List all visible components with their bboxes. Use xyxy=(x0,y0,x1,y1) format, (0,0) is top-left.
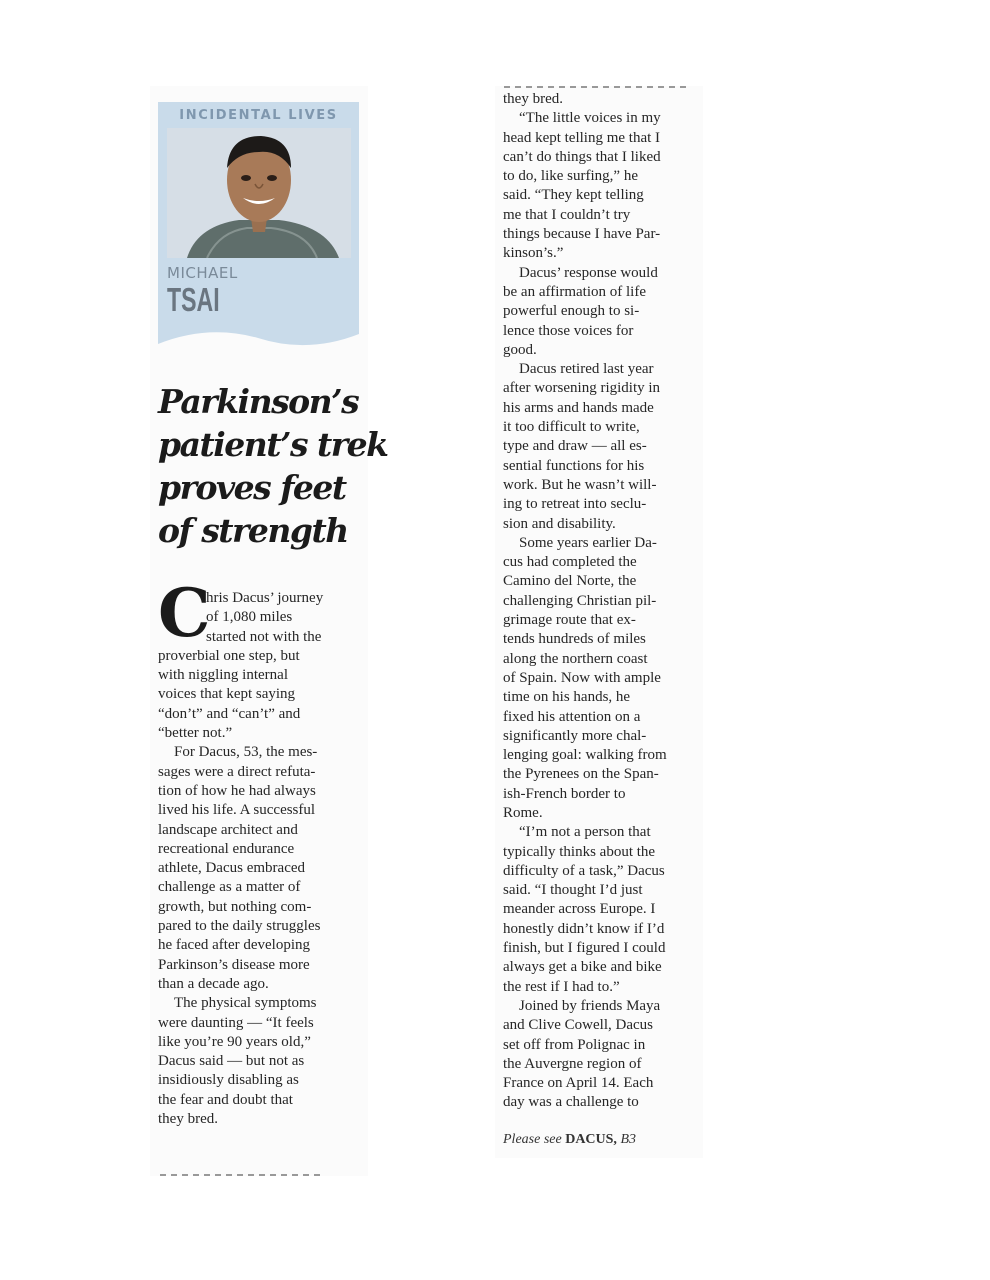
jump-slug: DACUS, xyxy=(565,1132,617,1147)
text-line: tends hundreds of miles xyxy=(503,631,646,648)
text-line: hris Dacus’ journey xyxy=(206,590,324,606)
text-line: voices that kept saying xyxy=(158,686,296,703)
text-line: lence those voices for xyxy=(503,322,634,339)
text-line: ing to retreat into seclu- xyxy=(503,496,647,513)
text-line: lived his life. A successful xyxy=(158,802,316,819)
text-line: pared to the daily struggles xyxy=(158,918,321,935)
text-line: can’t do things that I liked xyxy=(503,148,661,165)
jump-page: B3 xyxy=(620,1132,636,1147)
headline-line: of strength xyxy=(158,511,348,550)
text-line: good. xyxy=(503,341,537,358)
text-line: the rest if I had to.” xyxy=(503,978,620,995)
text-line: athlete, Dacus embraced xyxy=(158,860,306,877)
text-line: cus had completed the xyxy=(503,554,637,571)
text-line: growth, but nothing com- xyxy=(158,898,312,915)
column-header-box xyxy=(158,102,359,350)
text-line: said. “I thought I’d just xyxy=(503,882,643,899)
text-line: work. But he wasn’t will- xyxy=(503,476,657,493)
text-line: Dacus’ response would xyxy=(519,264,658,281)
text-line: “I’m not a person that xyxy=(519,824,651,841)
text-line: started not with the xyxy=(206,628,322,645)
text-line: challenging Christian pil- xyxy=(503,592,657,609)
text-line: sion and disability. xyxy=(503,515,616,532)
text-line: of Spain. Now with ample xyxy=(503,669,661,686)
text-line: be an affirmation of life xyxy=(503,283,646,300)
text-line: sages were a direct refuta- xyxy=(158,763,316,780)
text-line: insidiously disabling as xyxy=(158,1072,299,1089)
text-line: The physical symptoms xyxy=(174,995,317,1012)
text-line: to do, like surfing,” he xyxy=(503,168,638,185)
text-line: ish-French border to xyxy=(503,785,626,802)
text-line: and Clive Cowell, Dacus xyxy=(503,1017,653,1034)
text-line: typically thinks about the xyxy=(503,843,656,860)
text-line: Some years earlier Da- xyxy=(519,534,657,551)
cut-off-line xyxy=(504,86,690,88)
text-line: along the northern coast xyxy=(503,650,648,667)
text-line: after worsening rigidity in xyxy=(503,380,661,397)
text-line: challenge as a matter of xyxy=(158,879,301,896)
text-line: France on April 14. Each xyxy=(503,1075,654,1092)
text-line: they bred. xyxy=(158,1111,218,1128)
text-line: lenging goal: walking from xyxy=(503,747,667,764)
headline-line: proves feet xyxy=(158,468,346,507)
text-line: recreational endurance xyxy=(158,840,295,857)
text-line: honestly didn’t know if I’d xyxy=(503,920,665,937)
jump-prefix: Please see xyxy=(503,1132,562,1147)
text-line: Rome. xyxy=(503,804,543,821)
text-line: finish, but I figured I could xyxy=(503,940,666,957)
text-line: always get a bike and bike xyxy=(503,959,662,976)
text-line: Dacus said — but not as xyxy=(158,1053,305,1070)
author-last-name: TSAI xyxy=(167,281,220,318)
text-line: difficulty of a task,” Dacus xyxy=(503,862,665,879)
text-line: he faced after developing xyxy=(158,937,310,954)
text-line: Joined by friends Maya xyxy=(519,997,661,1014)
text-line: the fear and doubt that xyxy=(158,1091,293,1108)
text-line: like you’re 90 years old,” xyxy=(158,1033,311,1050)
text-line: For Dacus, 53, the mes- xyxy=(174,744,318,761)
text-line: fixed his attention on a xyxy=(503,708,641,725)
text-line: it too difficult to write, xyxy=(503,419,640,436)
text-line: than a decade ago. xyxy=(158,975,269,992)
text-line: were daunting — “It feels xyxy=(158,1014,314,1031)
text-line: things because I have Par- xyxy=(503,226,661,243)
text-line: said. “They kept telling xyxy=(503,187,644,204)
headline-line: Parkinson’s xyxy=(158,382,359,421)
author-photo xyxy=(167,128,351,258)
text-line: “better not.” xyxy=(158,725,233,742)
text-line: kinson’s.” xyxy=(503,245,564,262)
text-line: meander across Europe. I xyxy=(503,901,656,918)
text-line: “The little voices in my xyxy=(519,110,661,127)
headline xyxy=(158,380,388,552)
text-line: “don’t” and “can’t” and xyxy=(158,705,301,722)
right-article-column xyxy=(503,90,698,1113)
text-line: Dacus retired last year xyxy=(519,361,654,378)
text-line: tion of how he had always xyxy=(158,782,316,799)
text-line: Camino del Norte, the xyxy=(503,573,637,590)
headline-line: patient’s trek xyxy=(158,425,388,464)
text-line: Parkinson’s disease more xyxy=(158,956,310,973)
text-line: with niggling internal xyxy=(158,667,288,684)
text-line: sential functions for his xyxy=(503,457,645,474)
text-line: head kept telling me that I xyxy=(503,129,661,146)
text-line: day was a challenge to xyxy=(503,1094,639,1111)
author-first-name: MICHAEL xyxy=(167,264,238,282)
text-line: set off from Polignac in xyxy=(503,1036,646,1053)
text-line: landscape architect and xyxy=(158,821,298,838)
text-line: they bred. xyxy=(503,91,563,107)
text-line: the Pyrenees on the Span- xyxy=(503,766,659,783)
text-line: type and draw — all es- xyxy=(503,438,647,455)
text-line: me that I couldn’t try xyxy=(503,206,631,223)
text-line: significantly more chal- xyxy=(503,727,647,744)
drop-cap: C xyxy=(158,574,211,652)
text-line: grimage route that ex- xyxy=(503,612,636,629)
text-line: his arms and hands made xyxy=(503,399,654,416)
left-article-column xyxy=(158,589,363,1129)
text-line: the Auvergne region of xyxy=(503,1055,642,1072)
continuation-line xyxy=(503,1132,636,1148)
cut-off-line xyxy=(160,1174,320,1176)
text-line: time on his hands, he xyxy=(503,689,631,706)
text-line: of 1,080 miles xyxy=(206,609,293,626)
column-kicker: INCIDENTAL LIVES xyxy=(179,108,338,123)
text-line: powerful enough to si- xyxy=(503,303,640,320)
text-line: proverbial one step, but xyxy=(158,647,300,664)
author-portrait-illustration xyxy=(167,128,351,258)
